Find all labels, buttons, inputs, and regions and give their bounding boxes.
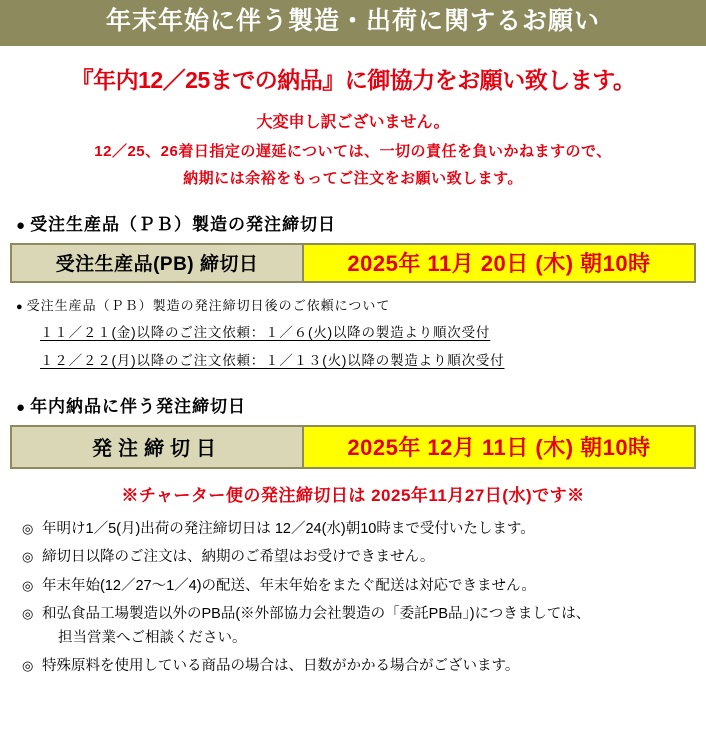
charter-note: ※チャーター便の発注締切日は 2025年11月27日(水)です※ xyxy=(121,485,585,505)
pb-deadline-value: 2025年 11月 20日 (木) 朝10時 xyxy=(302,245,694,281)
pb-note-title xyxy=(16,295,696,314)
footnote-text xyxy=(42,605,696,648)
pb-note-line-1-wrap xyxy=(10,314,696,342)
bullet-icon: ● xyxy=(16,300,24,313)
footnote-list xyxy=(22,520,696,677)
order-deadline-row xyxy=(10,425,696,469)
pb-section-title xyxy=(16,210,696,235)
pb-note-line-1: １１／２１(金)以降のご注文依頼：１／６(火)以降の製造より順次受付 xyxy=(40,324,491,340)
page-title: 年末年始に伴う製造・出荷に関するお願い xyxy=(0,0,706,46)
footnote-text: 年明け1／5(月)出荷の発注締切日は 12／24(水)朝10時まで受付いたします。 xyxy=(42,520,535,537)
pb-note-line-2-wrap xyxy=(10,342,696,370)
list-item xyxy=(22,657,696,677)
list-item xyxy=(22,520,696,540)
pb-note-line-2: １２／２２(月)以降のご注文依頼：１／１３(火)以降の製造より順次受付 xyxy=(40,352,505,368)
pb-deadline-label: 受注生産品(PB) 締切日 xyxy=(55,254,259,275)
list-item xyxy=(22,577,696,597)
pb-section-title-text: 受注生産品（ＰＢ）製造の発注締切日 xyxy=(30,214,337,234)
order-deadline-value: 2025年 12月 11日 (木) 朝10時 xyxy=(302,427,694,467)
double-circle-icon: ◎ xyxy=(22,549,34,565)
notice-warning-line-1: 12／25、26着日指定の遅延については、一切の責任を負いかねますので、 xyxy=(94,142,612,160)
notice-body xyxy=(0,62,706,677)
double-circle-icon: ◎ xyxy=(22,658,34,674)
footnote-text: 特殊原料を使用している商品の場合は、日数がかかる場合がございます。 xyxy=(42,658,520,675)
bullet-icon: ● xyxy=(16,398,27,416)
double-circle-icon: ◎ xyxy=(22,606,34,622)
footnote-text: 締切日以降のご注文は、納期のご希望はお受けできません。 xyxy=(42,549,435,566)
footnote-text-cont: 担当営業へご相談ください。 xyxy=(58,629,247,646)
footnote-text: 年末年始(12／27～1／4)の配送、年末年始をまたぐ配送は対応できません。 xyxy=(42,577,536,594)
notice-headline: 『年内12／25までの納品』に御協力をお願い致します。 xyxy=(70,66,636,93)
footnote-text-main: 和弘食品工場製造以外のPB品(※外部協力会社製造の「委託PB品」)につきましては、 xyxy=(42,606,591,623)
list-item xyxy=(22,548,696,568)
pb-note-title-text: 受注生産品（ＰＢ）製造の発注締切日後のご依頼について xyxy=(26,297,391,313)
notice-apology: 大変申し訳ございません。 xyxy=(256,113,450,131)
list-item xyxy=(22,605,696,648)
order-deadline-label: 発注締切日 xyxy=(92,438,222,460)
notice-warning-line-2: 納期には余裕をもってご注文をお願い致します。 xyxy=(183,169,523,187)
pb-deadline-row xyxy=(10,243,696,283)
order-section-title-text: 年内納品に伴う発注締切日 xyxy=(30,396,247,416)
bullet-icon: ● xyxy=(16,216,27,234)
order-section-title xyxy=(16,392,696,417)
double-circle-icon: ◎ xyxy=(22,577,34,593)
double-circle-icon: ◎ xyxy=(22,520,34,536)
